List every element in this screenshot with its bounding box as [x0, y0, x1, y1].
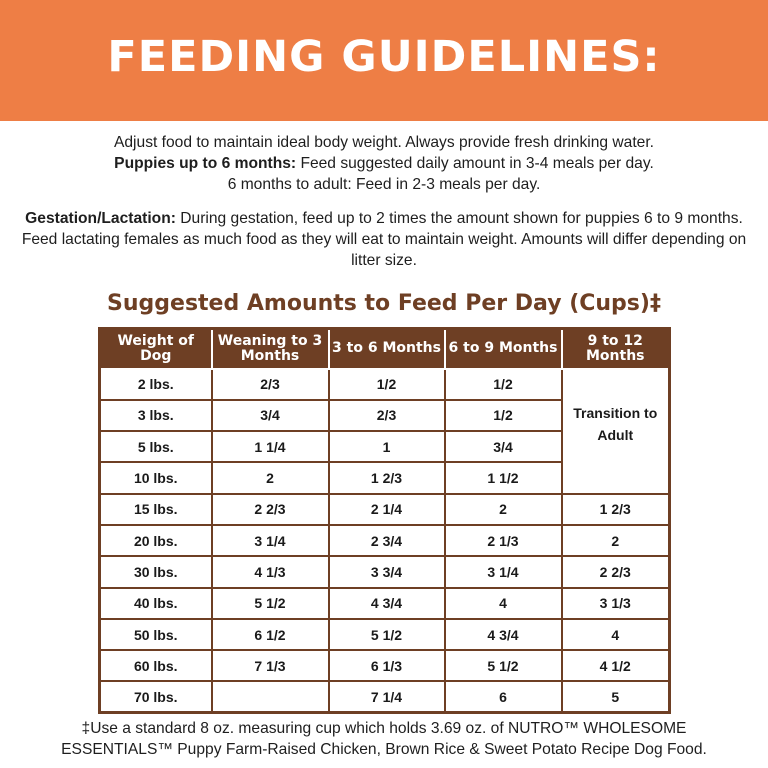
- amount-cell: 6 1/2: [212, 619, 329, 650]
- table-body: [100, 369, 670, 713]
- header-weaning: Weaning to 3 Months: [212, 329, 329, 369]
- amount-cell: 2/3: [329, 400, 445, 431]
- amount-cell: 1 2/3: [562, 494, 670, 525]
- amount-cell: 1 2/3: [329, 462, 445, 493]
- transition-cell: Transition to Adult: [562, 369, 670, 494]
- amount-cell: 4: [445, 588, 562, 619]
- weight-cell: 20 lbs.: [100, 525, 212, 556]
- amount-cell: 4: [562, 619, 670, 650]
- amount-cell: 2/3: [212, 369, 329, 400]
- table-row: [100, 588, 670, 619]
- header-banner: [0, 0, 768, 121]
- amount-cell: 5: [562, 681, 670, 712]
- amount-cell: 5 1/2: [329, 619, 445, 650]
- feeding-table: [98, 327, 671, 714]
- footnote-line-2: ESSENTIALS™ Puppy Farm-Raised Chicken, Brown Rice & Sweet Potato Recipe Dog Food.: [61, 741, 707, 758]
- table-row: [100, 556, 670, 587]
- amount-cell: 5 1/2: [212, 588, 329, 619]
- weight-cell: 10 lbs.: [100, 462, 212, 493]
- header-weight: Weight of Dog: [100, 329, 212, 369]
- amount-cell: 2 1/4: [329, 494, 445, 525]
- weight-cell: 3 lbs.: [100, 400, 212, 431]
- amount-cell: 1/2: [329, 369, 445, 400]
- amount-cell: 3 1/3: [562, 588, 670, 619]
- amount-cell: 2 2/3: [212, 494, 329, 525]
- amount-cell: 4 3/4: [329, 588, 445, 619]
- intro-line-3: 6 months to adult: Feed in 2-3 meals per day.: [227, 176, 541, 193]
- weight-cell: 30 lbs.: [100, 556, 212, 587]
- amount-cell: 3 1/4: [445, 556, 562, 587]
- amount-cell: 6: [445, 681, 562, 712]
- amount-cell: 2: [562, 525, 670, 556]
- amount-cell: [212, 681, 329, 712]
- amount-cell: 2 2/3: [562, 556, 670, 587]
- table-header-row: [100, 329, 670, 369]
- intro-paragraph: [20, 132, 748, 195]
- header-3-6: 3 to 6 Months: [329, 329, 445, 369]
- amount-cell: 3/4: [445, 431, 562, 462]
- puppies-label: Puppies up to 6 months:: [114, 155, 297, 172]
- amount-cell: 7 1/4: [329, 681, 445, 712]
- amount-cell: 3/4: [212, 400, 329, 431]
- weight-cell: 50 lbs.: [100, 619, 212, 650]
- table-row: [100, 681, 670, 712]
- header-6-9: 6 to 9 Months: [445, 329, 562, 369]
- amount-cell: 2: [445, 494, 562, 525]
- amount-cell: 1/2: [445, 369, 562, 400]
- table-row: [100, 369, 670, 400]
- table-row: [100, 650, 670, 681]
- weight-cell: 60 lbs.: [100, 650, 212, 681]
- amount-cell: 5 1/2: [445, 650, 562, 681]
- amount-cell: 4 3/4: [445, 619, 562, 650]
- gestation-paragraph: [20, 208, 748, 271]
- weight-cell: 70 lbs.: [100, 681, 212, 712]
- puppies-text: Feed suggested daily amount in 3-4 meals per day.: [296, 155, 654, 172]
- amount-cell: 2 1/3: [445, 525, 562, 556]
- intro-line-1: Adjust food to maintain ideal body weight. Always provide fresh drinking water.: [113, 134, 655, 151]
- footnote: [10, 718, 758, 760]
- intro-line-2: [20, 153, 748, 174]
- amount-cell: 7 1/3: [212, 650, 329, 681]
- table-title: Suggested Amounts to Feed Per Day (Cups)‡: [107, 291, 661, 316]
- amount-cell: 3 3/4: [329, 556, 445, 587]
- table-row: [100, 619, 670, 650]
- weight-cell: 2 lbs.: [100, 369, 212, 400]
- gestation-text: During gestation, feed up to 2 times the amount shown for puppies 6 to 9 months. Feed lactating females as much food as they will eat to maintain weight. Amounts will differ depending on litter size.: [21, 210, 747, 269]
- weight-cell: 40 lbs.: [100, 588, 212, 619]
- amount-cell: 3 1/4: [212, 525, 329, 556]
- amount-cell: 4 1/2: [562, 650, 670, 681]
- amount-cell: 4 1/3: [212, 556, 329, 587]
- amount-cell: 1: [329, 431, 445, 462]
- table-row: [100, 525, 670, 556]
- table-row: [100, 494, 670, 525]
- amount-cell: 1 1/2: [445, 462, 562, 493]
- weight-cell: 5 lbs.: [100, 431, 212, 462]
- amount-cell: 2: [212, 462, 329, 493]
- amount-cell: 1/2: [445, 400, 562, 431]
- weight-cell: 15 lbs.: [100, 494, 212, 525]
- page-title: FEEDING GUIDELINES:: [107, 32, 661, 82]
- amount-cell: 1 1/4: [212, 431, 329, 462]
- amount-cell: 6 1/3: [329, 650, 445, 681]
- gestation-label: Gestation/Lactation:: [25, 210, 176, 227]
- header-9-12: 9 to 12 Months: [562, 329, 670, 369]
- footnote-line-1: ‡Use a standard 8 oz. measuring cup which holds 3.69 oz. of NUTRO™ WHOLESOME: [81, 720, 687, 737]
- amount-cell: 2 3/4: [329, 525, 445, 556]
